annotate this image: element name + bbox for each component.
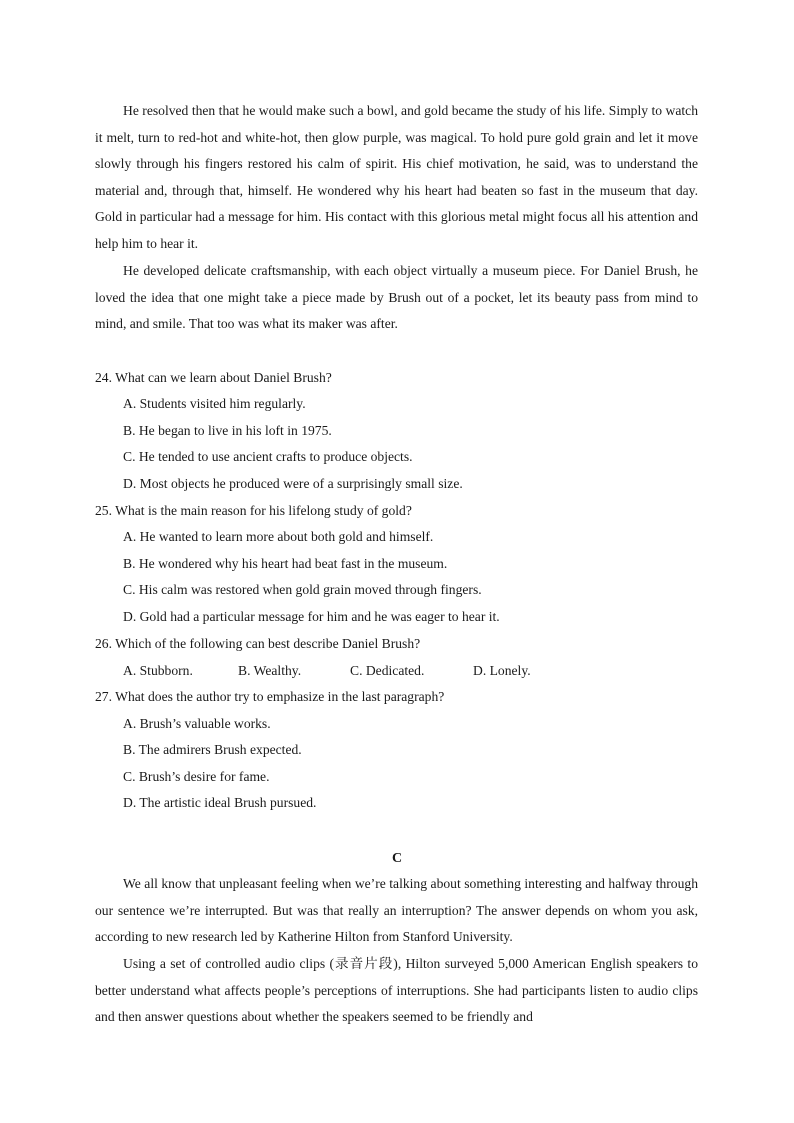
question-option: A. Brush’s valuable works. bbox=[123, 716, 271, 731]
question-option: B. He began to live in his loft in 1975. bbox=[123, 423, 332, 438]
passage-paragraph: He resolved then that he would make such a bowl, and gold became the study of his life. Simply to watch it melt, turn to red-hot and white-hot, then glow purple, was magical. To hold pure gold grain and let it move slowly through his fingers restored his calm of spirit. His chief motivation, he said, was to understand the material and, through that, himself. He wondered why his heart had beaten so fast in the museum that day. Gold in particular had a message for him. His contact with this glorious metal might focus all his attention and help him to hear it. bbox=[95, 103, 698, 251]
passage-paragraph: He developed delicate craftsmanship, with each object virtually a museum piece. For Daniel Brush, he loved the idea that one might take a piece made by Brush out of a pocket, let its beauty pass from mind to mind, and smile. That too was what its maker was after. bbox=[95, 263, 698, 332]
question-option: A. Stubborn. bbox=[123, 663, 193, 678]
passage-paragraph: We all know that unpleasant feeling when we’re talking about something interesting and halfway through our sentence we’re interrupted. But was that really an interruption? The answer depends on whom you ask, according to new research led by Katherine Hilton from Stanford University. bbox=[95, 876, 698, 945]
question-option: C. His calm was restored when gold grain moved through fingers. bbox=[123, 582, 482, 597]
question-stem: 26. Which of the following can best describe Daniel Brush? bbox=[95, 636, 421, 651]
question-option: D. Gold had a particular message for him and he was eager to hear it. bbox=[123, 609, 500, 624]
question-option: D. Lonely. bbox=[473, 663, 531, 678]
question-option: C. Brush’s desire for fame. bbox=[123, 769, 270, 784]
question-stem: 24. What can we learn about Daniel Brush? bbox=[95, 370, 332, 385]
question-option: B. He wondered why his heart had beat fast in the museum. bbox=[123, 556, 448, 571]
question-option: A. He wanted to learn more about both gold and himself. bbox=[123, 529, 434, 544]
question-option: A. Students visited him regularly. bbox=[123, 396, 306, 411]
question-option: C. Dedicated. bbox=[350, 663, 425, 678]
question-option: B. Wealthy. bbox=[238, 663, 302, 678]
question-option: B. The admirers Brush expected. bbox=[123, 742, 302, 757]
question-option: D. Most objects he produced were of a surprisingly small size. bbox=[123, 476, 463, 491]
section-heading: C bbox=[391, 851, 403, 866]
passage-paragraph: Using a set of controlled audio clips (录音片段), Hilton surveyed 5,000 American English speakers to better understand what affects people’s perceptions of interruptions. She had participants listen to audio clips and then answer questions about whether the speakers seemed to be friendly and bbox=[95, 956, 698, 1025]
question-option: D. The artistic ideal Brush pursued. bbox=[123, 795, 317, 810]
question-option: C. He tended to use ancient crafts to produce objects. bbox=[123, 449, 413, 464]
question-stem: 27. What does the author try to emphasize in the last paragraph? bbox=[95, 689, 445, 704]
question-stem: 25. What is the main reason for his lifelong study of gold? bbox=[95, 503, 412, 518]
